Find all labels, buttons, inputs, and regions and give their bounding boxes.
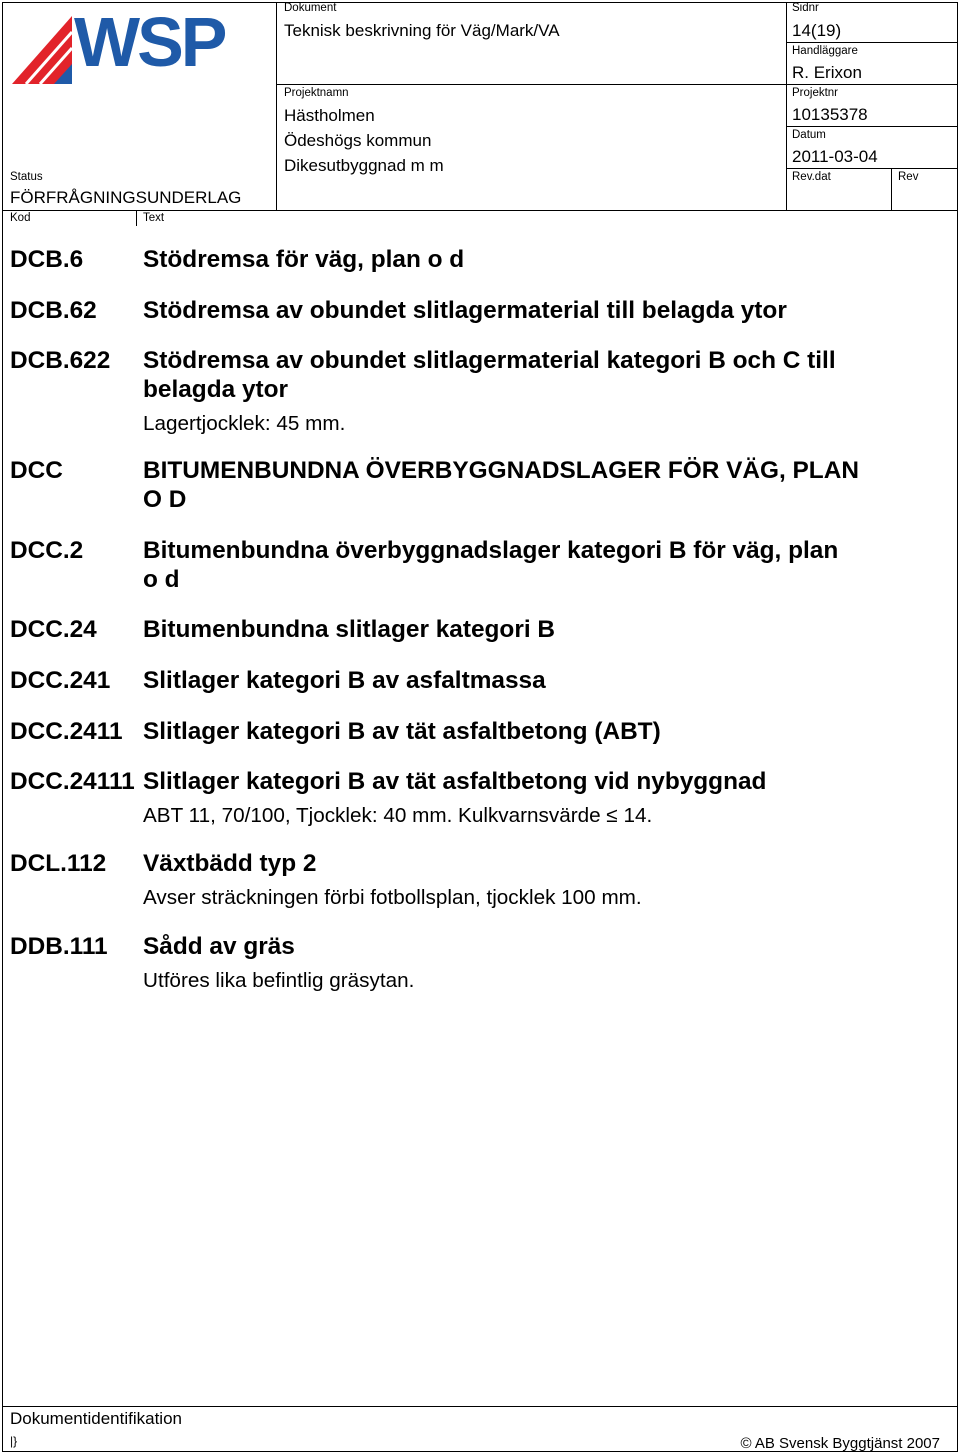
page-number-label: Sidnr [792, 2, 819, 14]
revision-label: Rev [898, 171, 919, 183]
section-title: Bitumenbundna överbyggnadslager kategori B för väg, plan o d [143, 537, 839, 593]
section-row [0, 932, 958, 992]
section-title: Växtbädd typ 2 [143, 850, 317, 877]
section-row [0, 536, 958, 593]
section-code: DCB.622 [10, 347, 111, 374]
logo-emblem-red-sail [12, 16, 72, 84]
header-horizontal-divider [786, 42, 958, 43]
status-label: Status [10, 171, 43, 183]
section-row [0, 717, 958, 745]
header-horizontal-divider [276, 84, 958, 85]
handler-value: R. Erixon [792, 63, 862, 82]
section-title: BITUMENBUNDNA ÖVERBYGGNADSLAGER FÖR VÄG, PLAN O D [143, 457, 859, 513]
section-title: Sådd av gräs [143, 933, 295, 960]
revision-date-label: Rev.dat [792, 171, 831, 183]
section-body: Lagertjocklek: 45 mm. [143, 412, 346, 435]
header-vertical-divider [891, 168, 892, 210]
section-row [0, 849, 958, 909]
logo-wordmark: WSP [74, 8, 225, 81]
project-name-line: Ödeshögs kommun [284, 131, 432, 150]
section-row [0, 666, 958, 694]
section-row [0, 296, 958, 324]
section-title: Stödremsa av obundet slitlagermaterial kategori B och C till belagda ytor [143, 347, 836, 403]
section-code: DCC.2 [10, 537, 84, 564]
logo-emblem [12, 16, 72, 84]
date-value: 2011-03-04 [792, 147, 878, 166]
project-name [284, 103, 444, 178]
handler-label: Handläggare [792, 45, 858, 57]
document-id-value: |} [10, 1434, 18, 1448]
section-code: DCB.62 [10, 297, 97, 324]
section-row [0, 456, 958, 513]
project-name-label: Projektnamn [284, 87, 349, 99]
section-row [0, 615, 958, 643]
section-code: DCC [10, 457, 63, 484]
section-title: Slitlager kategori B av tät asfaltbetong vid nybyggnad [143, 768, 767, 795]
section-title: Stödremsa för väg, plan o d [143, 246, 465, 273]
section-code: DCC.2411 [10, 718, 123, 745]
section-code: DCB.6 [10, 246, 84, 273]
document-id-label: Dokumentidentifikation [10, 1409, 182, 1428]
section-title: Slitlager kategori B av asfaltmassa [143, 667, 546, 694]
section-code: DCC.24111 [10, 768, 135, 795]
section-body: Avser sträckningen förbi fotbollsplan, tjocklek 100 mm. [143, 886, 642, 909]
date-label: Datum [792, 129, 826, 141]
wsp-logo [8, 8, 234, 88]
section-title: Slitlager kategori B av tät asfaltbetong (ABT) [143, 718, 661, 745]
code-column-header: Kod [10, 212, 31, 224]
section-code: DCC.241 [10, 667, 111, 694]
section-body: Utföres lika befintlig gräsytan. [143, 969, 415, 992]
section-title: Bitumenbundna slitlager kategori B [143, 616, 555, 643]
text-column-header: Text [143, 212, 165, 224]
section-code: DCC.24 [10, 616, 97, 643]
document-label: Dokument [284, 2, 337, 14]
page-number-value: 14(19) [792, 21, 842, 40]
column-header-tick [136, 210, 137, 226]
header-horizontal-divider [786, 168, 958, 169]
project-name-line: Dikesutbyggnad m m [284, 156, 444, 175]
section-code: DCL.112 [10, 850, 107, 877]
section-row [0, 767, 958, 827]
document-title: Teknisk beskrivning för Väg/Mark/VA [284, 21, 560, 40]
status-value: FÖRFRÅGNINGSUNDERLAG [10, 188, 242, 207]
header-vertical-divider [276, 2, 277, 210]
section-row [0, 245, 958, 273]
section-row [0, 346, 958, 435]
footer-top-rule [2, 1406, 958, 1407]
section-title: Stödremsa av obundet slitlagermaterial till belagda ytor [143, 297, 787, 324]
copyright-notice: © AB Svensk Byggtjänst 2007 [740, 1435, 940, 1452]
project-number-value: 10135378 [792, 105, 868, 124]
section-body: ABT 11, 70/100, Tjocklek: 40 mm. Kulkvarnsvärde ≤ 14. [143, 804, 653, 827]
project-name-line: Hästholmen [284, 106, 375, 125]
header-vertical-divider [786, 2, 787, 210]
section-code: DDB.111 [10, 933, 108, 960]
header-horizontal-divider [786, 126, 958, 127]
project-number-label: Projektnr [792, 87, 839, 99]
